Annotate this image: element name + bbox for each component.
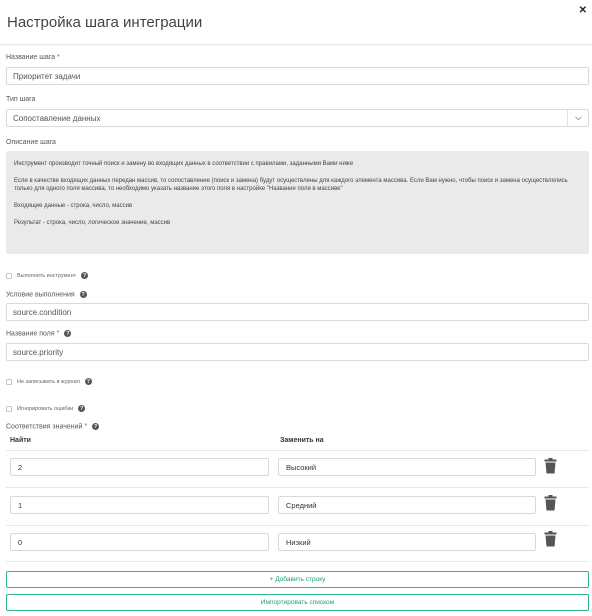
trash-icon[interactable] xyxy=(544,458,557,479)
replace-input[interactable] xyxy=(278,496,536,514)
step-name-value: Приоритет задачи xyxy=(13,72,81,81)
required-marker: * xyxy=(57,54,60,61)
mappings-label: Соответствия значений * ? xyxy=(6,423,98,431)
row-divider xyxy=(6,561,589,562)
help-icon[interactable]: ? xyxy=(83,272,87,279)
help-icon[interactable]: ? xyxy=(81,291,85,298)
description-box xyxy=(6,151,589,254)
required-marker: * xyxy=(56,330,60,338)
dialog-title: Настройка шага интеграции xyxy=(7,14,203,31)
row-divider xyxy=(6,525,589,526)
help-icon[interactable]: ? xyxy=(66,330,70,337)
replace-value: Высокий xyxy=(286,463,317,472)
help-icon[interactable]: ? xyxy=(80,405,84,412)
no-log-checkbox[interactable] xyxy=(6,379,12,385)
condition-input[interactable] xyxy=(6,303,589,321)
required-marker: * xyxy=(84,423,88,431)
find-input[interactable] xyxy=(10,533,269,551)
no-log-label: Не записывать в журнал xyxy=(17,378,80,385)
step-type-label: Тип шага xyxy=(6,96,36,103)
replace-input[interactable] xyxy=(278,458,536,476)
help-icon[interactable]: ? xyxy=(94,423,98,430)
field-name-input[interactable] xyxy=(6,343,589,361)
field-name-label: Название поля * ? xyxy=(6,330,70,338)
find-value: 2 xyxy=(18,463,23,472)
run-tool-row xyxy=(6,272,88,279)
replace-input[interactable] xyxy=(278,533,536,551)
description-label: Описание шага xyxy=(6,139,56,146)
step-name-label: Название шага * xyxy=(6,54,60,61)
replace-value: Средний xyxy=(286,501,317,510)
description-paragraph: Входящие данные - строка, число, массив xyxy=(14,203,133,209)
field-name-value: source.priority xyxy=(13,348,64,357)
description-paragraph: Инструмент производит точный поиск и замену во входящих данных в соответствии с правилами, заданными Вами ниже xyxy=(14,161,354,167)
step-type-value: Сопоставление данных xyxy=(13,114,101,123)
run-tool-checkbox[interactable] xyxy=(6,273,12,279)
no-log-row xyxy=(6,378,92,385)
import-list-button[interactable]: Импортировать списком xyxy=(6,594,589,611)
trash-icon[interactable] xyxy=(544,531,557,552)
find-value: 0 xyxy=(18,538,23,547)
description-paragraph: Результат - строка, число, логическое значение, массив xyxy=(14,220,171,226)
row-divider xyxy=(6,487,589,488)
find-input[interactable] xyxy=(10,496,269,514)
find-value: 1 xyxy=(18,501,23,510)
ignore-errors-checkbox[interactable] xyxy=(6,406,12,412)
run-tool-label: Выполнять инструмент xyxy=(17,272,77,279)
condition-label: Условие выполнения ? xyxy=(6,291,85,299)
replace-value: Низкий xyxy=(286,538,311,547)
trash-icon[interactable] xyxy=(544,495,557,516)
description-paragraph: Если в качестве входящих данных передан массив, то сопоставление (поиск и замена) будут осуществлены для каждого элемента массива. Если Вам нужно, чтобы поиск и замена осуществлялись только для одного поля массива, то необходимо указать название этого поля в настройке "Название поля в массиве" xyxy=(14,178,568,192)
find-column-header: Найти xyxy=(10,437,31,444)
dialog-header xyxy=(0,0,592,45)
row-divider xyxy=(6,450,589,451)
step-type-select[interactable] xyxy=(6,109,589,127)
add-row-button[interactable]: + Добавить строку xyxy=(6,571,589,588)
condition-value: source.condition xyxy=(13,308,72,317)
find-input[interactable] xyxy=(10,458,269,476)
chevron-down-icon[interactable] xyxy=(567,110,588,126)
ignore-errors-row xyxy=(6,405,85,412)
ignore-errors-label: Игнорировать ошибки xyxy=(17,405,74,412)
help-icon[interactable]: ? xyxy=(86,378,90,385)
replace-column-header: Заменить на xyxy=(280,437,324,444)
close-icon[interactable]: ✕ xyxy=(578,5,587,16)
step-name-input[interactable] xyxy=(6,67,589,85)
